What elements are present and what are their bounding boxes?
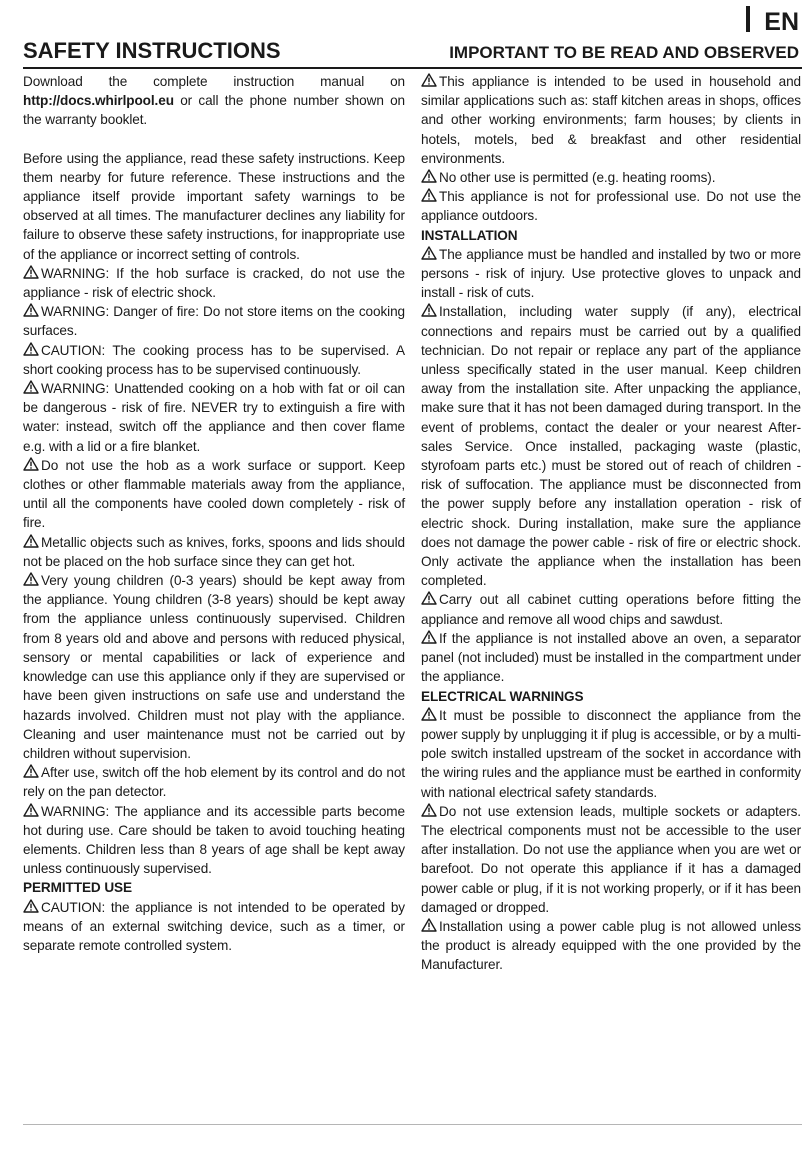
- warning-triangle-icon: [23, 534, 39, 548]
- safety-item-text: The appliance must be handled and installed by two or more persons - risk of injury. Use protective gloves to unpack and install - risk of cuts.: [421, 246, 801, 301]
- left-column: [23, 72, 405, 955]
- safety-item: [23, 302, 405, 340]
- safety-item-text: WARNING: If the hob surface is cracked, do not use the appliance - risk of electric shock.: [23, 265, 405, 301]
- safety-item: [23, 379, 405, 456]
- intro-paragraph: [23, 72, 405, 130]
- warning-triangle-icon: [23, 380, 39, 394]
- warning-triangle-icon: [421, 73, 437, 87]
- safety-item: [23, 571, 405, 763]
- language-code: EN: [764, 8, 799, 36]
- safety-item-text: WARNING: Danger of fire: Do not store items on the cooking surfaces.: [23, 304, 405, 339]
- warning-triangle-icon: [421, 246, 437, 260]
- safety-item-text: CAUTION: The cooking process has to be supervised. A short cooking process has to be supervised continuously.: [23, 342, 405, 377]
- warning-triangle-icon: [421, 630, 437, 644]
- safety-item: [421, 168, 801, 187]
- safety-item: [23, 341, 405, 379]
- warning-triangle-icon: [23, 572, 39, 586]
- safety-item: [421, 629, 801, 687]
- warning-triangle-icon: [23, 899, 39, 913]
- warning-triangle-icon: [421, 803, 437, 817]
- safety-item: [23, 763, 405, 801]
- warning-triangle-icon: [23, 265, 39, 279]
- warning-triangle-icon: [421, 169, 437, 183]
- intro-text-end: or call the phone number shown on the warranty booklet.: [23, 93, 405, 128]
- warning-triangle-icon: [421, 918, 437, 932]
- safety-item-text: Installation, including water supply (if any), electrical connections and repairs must be carried out by a qualified technician. Do not repair or replace any part of the appliance unless specifically stated in the user manual. Keep children away from the installation site. After unpacking the appliance, make sure that it has not been damaged during transport. In the event of problems, contact the dealer or your nearest After-sales Service. Once installed, packaging waste (plastic, styrofoam parts etc.) must be stored out of reach of children - risk of suffocation. The appliance must be disconnected from the power supply before any installation operation - risk of electric shock. During installation, make sure the appliance does not damage the power cable - risk of fire or electric shock. Only activate the appliance when the installation has been completed.: [421, 304, 801, 589]
- safety-item: [421, 802, 801, 917]
- safety-item-text: WARNING: Unattended cooking on a hob with fat or oil can be dangerous - risk of fire. NEVER try to extinguish a fire with water: instead, switch off the appliance and then cover flame e.g. with a lid or a fire blanket.: [23, 381, 405, 454]
- safety-item-text: Do not use the hob as a work surface or support. Keep clothes or other flammable materials away from the appliance, until all the components have cooled down completely - risk of fire.: [23, 457, 405, 531]
- safety-item: [421, 187, 801, 225]
- safety-item-text: No other use is permitted (e.g. heating rooms).: [439, 170, 716, 186]
- safety-item: [421, 245, 801, 303]
- header-divider: [23, 67, 802, 69]
- safety-item: [23, 533, 405, 571]
- safety-item-text: It must be possible to disconnect the appliance from the power supply by unplugging it if plug is accessible, or by a multi-pole switch installed upstream of the socket in accordance with the wiring rules and the appliance must be earthed in conformity with national electrical safety standards.: [421, 707, 801, 800]
- warning-triangle-icon: [23, 803, 39, 817]
- safety-item: [421, 706, 801, 802]
- safety-item: [23, 264, 405, 302]
- safety-item-text: WARNING: The appliance and its accessible parts become hot during use. Care should be taken to avoid touching heating elements. Children less than 8 years of age shall be kept away unless continuously supervised.: [23, 803, 405, 877]
- intro-text: Download the complete instruction manual on: [23, 74, 405, 89]
- safety-item-text: Metallic objects such as knives, forks, spoons and lids should not be placed on the hob surface since they can get hot.: [23, 534, 405, 569]
- paragraph-spacer: [23, 130, 405, 149]
- warning-triangle-icon: [23, 457, 39, 471]
- safety-item: [421, 917, 801, 975]
- warning-triangle-icon: [421, 188, 437, 202]
- safety-item-text: After use, switch off the hob element by its control and do not rely on the pan detector.: [23, 765, 405, 800]
- safety-item: [23, 456, 405, 533]
- right-column: [421, 72, 801, 975]
- safety-item: [421, 72, 801, 168]
- warning-triangle-icon: [23, 764, 39, 778]
- section-heading-electrical-warnings: ELECTRICAL WARNINGS: [421, 688, 584, 704]
- preface-paragraph: Before using the appliance, read these safety instructions. Keep them nearby for future reference. These instructions and the appliance itself provide important safety warnings to be observed at all times. The manufacturer declines any liability for failure to observe these safety instructions, for inappropriate use of the appliance or incorrect setting of controls.: [23, 150, 405, 262]
- safety-item-text: Carry out all cabinet cutting operations before fitting the appliance and remove all wood chips and sawdust.: [421, 592, 801, 627]
- page-subtitle: IMPORTANT TO BE READ AND OBSERVED: [449, 43, 799, 62]
- safety-item-text: Do not use extension leads, multiple sockets or adapters. The electrical components must not be accessible to the user after installation. Do not use the appliance when you are wet or barefoot. Do not operate this appliance if it has a damaged power cable or plug, if it is not working properly, or if it has been damaged or dropped.: [421, 803, 801, 915]
- safety-item-text: Installation using a power cable plug is not allowed unless the product is already equipped with the one provided by the Manufacturer.: [421, 918, 801, 973]
- safety-item-text: If the appliance is not installed above an oven, a separator panel (not included) must be installed in the compartment under the appliance.: [421, 630, 801, 685]
- manual-link[interactable]: http://docs.whirlpool.eu: [23, 93, 174, 109]
- safety-item: [421, 302, 801, 590]
- safety-item: [421, 590, 801, 628]
- warning-triangle-icon: [421, 707, 437, 721]
- safety-item-text: This appliance is intended to be used in household and similar applications such as: staff kitchen areas in shops, offices and other working environments; farm houses; by clients in hotels, motels, bed & breakfast and other residential environments.: [421, 74, 801, 166]
- safety-item: [23, 802, 405, 879]
- warning-triangle-icon: [421, 303, 437, 317]
- warning-triangle-icon: [421, 591, 437, 605]
- section-heading-permitted-use: PERMITTED USE: [23, 880, 132, 896]
- safety-item-text: CAUTION: the appliance is not intended to be operated by means of an external switching device, such as a timer, or separate remote controlled system.: [23, 899, 405, 953]
- safety-item: [23, 898, 405, 956]
- footer-divider: [23, 1124, 802, 1125]
- language-tab-marker: [746, 6, 750, 32]
- warning-triangle-icon: [23, 342, 39, 356]
- section-heading-installation: INSTALLATION: [421, 227, 518, 243]
- page-title: SAFETY INSTRUCTIONS: [23, 38, 281, 63]
- safety-item-text: This appliance is not for professional use. Do not use the appliance outdoors.: [421, 189, 801, 224]
- safety-item-text: Very young children (0-3 years) should be kept away from the appliance. Young children (3-8 years) should be kept away from the appliance unless continuously supervised. Children from 8 years old and above and persons with reduced physical, sensory or mental capabilities or lack of experience and knowledge can use this appliance only if they are supervised or have been given instructions on safe use and understand the hazards involved. Children must not play with the appliance. Cleaning and user maintenance must not be carried out by children without supervision.: [23, 573, 405, 761]
- warning-triangle-icon: [23, 303, 39, 317]
